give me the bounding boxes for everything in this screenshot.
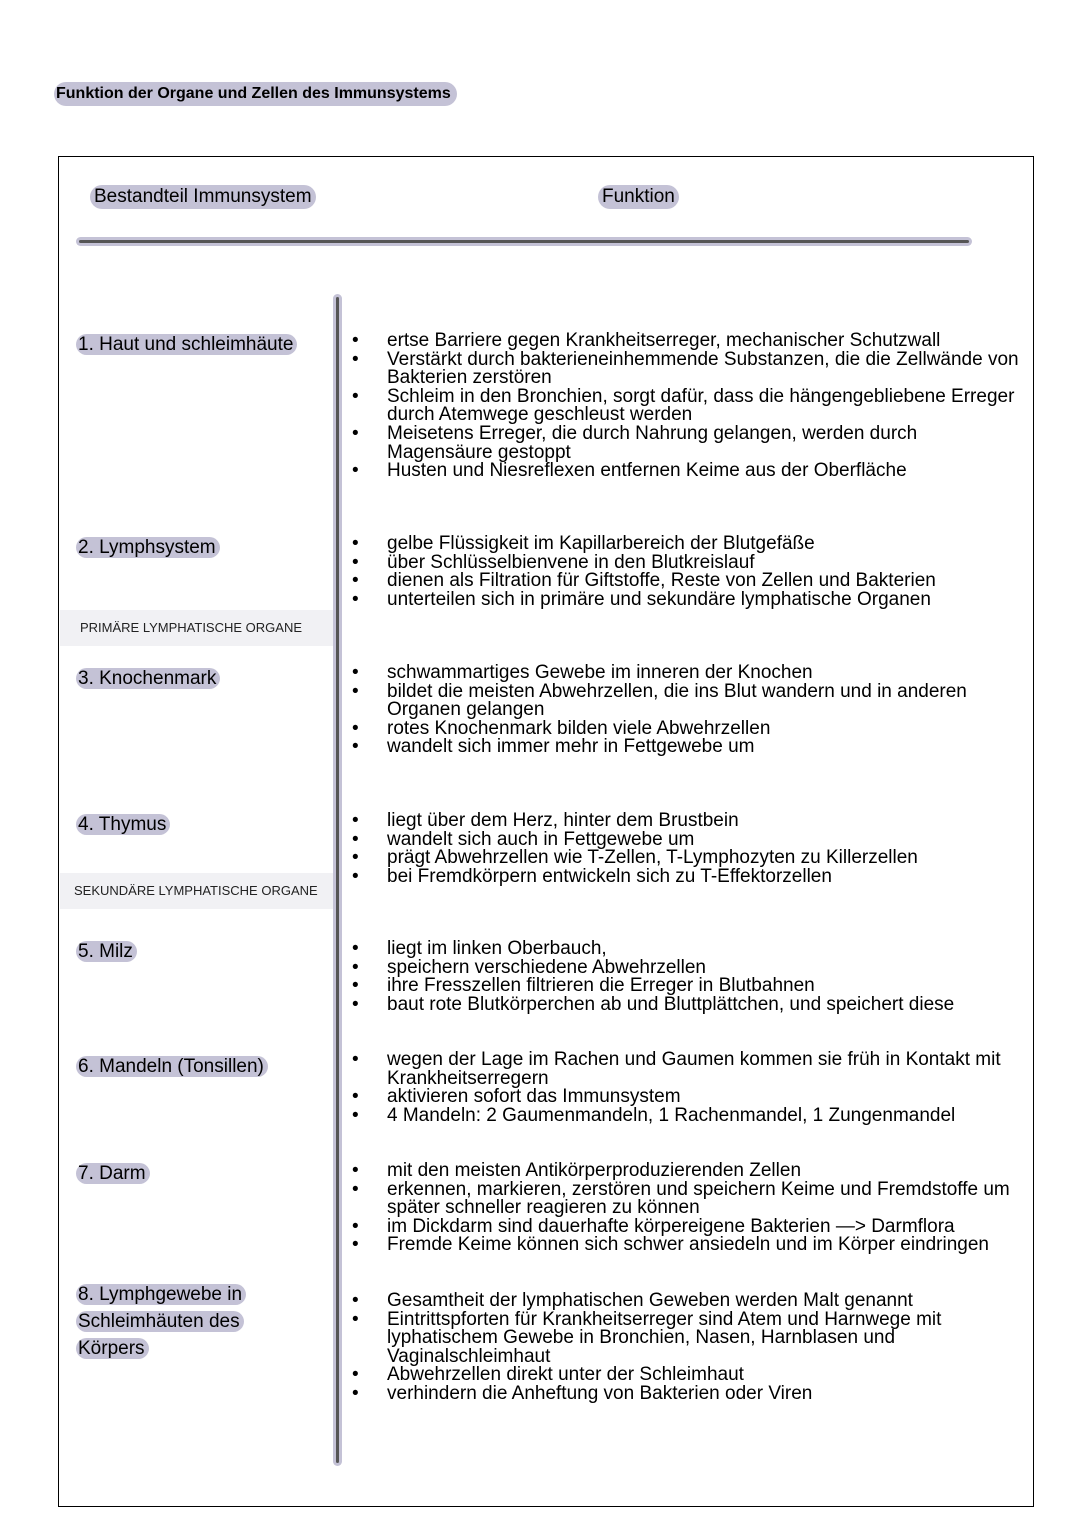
list-item: • über Schlüsselbienvene in den Blutkreislauf <box>352 554 1022 573</box>
list-item: • wandelt sich immer mehr in Fettgewebe um <box>352 738 1022 757</box>
function-list-milz <box>352 940 1022 1014</box>
row-label-thymus: 4. Thymus <box>76 811 326 838</box>
row-label-milz: 5. Milz <box>76 938 326 965</box>
row-label-darm: 7. Darm <box>76 1160 326 1187</box>
list-item: • 4 Mandeln: 2 Gaumenmandeln, 1 Rachenmandel, 1 Zungenmandel <box>352 1107 1022 1126</box>
list-item: • bildet die meisten Abwehrzellen, die ins Blut wandern und in anderen Organen gelangen <box>352 683 1022 720</box>
function-list-knochenmark <box>352 664 1022 757</box>
list-item: • Schleim in den Bronchien, sorgt dafür, dass die hängengebliebene Erreger durch Atemwege geschleust werden <box>352 388 1022 425</box>
list-item: • speichern verschiedene Abwehrzellen <box>352 959 1022 978</box>
row-label-lymphsystem: 2. Lymphsystem <box>76 534 326 561</box>
list-item: • verhindern die Anheftung von Bakterien oder Viren <box>352 1385 1022 1404</box>
list-item: • bei Fremdkörpern entwickeln sich zu T-Effektorzellen <box>352 868 1022 887</box>
list-item: • ertse Barriere gegen Krankheitserreger, mechanischer Schutzwall <box>352 332 1022 351</box>
list-item: • dienen als Filtration für Giftstoffe, Reste von Zellen und Bakterien <box>352 572 1022 591</box>
list-item: • liegt im linken Oberbauch, <box>352 940 1022 959</box>
header-divider <box>76 237 972 246</box>
list-item: • Eintrittspforten für Krankheitserreger sind Atem und Harnwege mit lyphatischem Gewebe in Bronchien, Nasen, Harnblasen und Vaginalschleimhaut <box>352 1311 1022 1367</box>
row-label-lymphgewebe: 8. Lymphgewebe in Schleimhäuten des Körpers <box>76 1281 276 1362</box>
list-item: • gelbe Flüssigkeit im Kapillarbereich der Blutgefäße <box>352 535 1022 554</box>
function-list-darm <box>352 1162 1022 1255</box>
list-item: • Husten und Niesreflexen entfernen Keime aus der Oberfläche <box>352 462 1022 481</box>
band-secondary-lymphatic-organs: SEKUNDÄRE LYMPHATISCHE ORGANE <box>60 873 333 909</box>
list-item: • Fremde Keime können sich schwer ansiedeln und im Körper eindringen <box>352 1236 1022 1255</box>
list-item: • im Dickdarm sind dauerhafte körpereigene Bakterien —> Darmflora <box>352 1218 1022 1237</box>
list-item: • schwammartiges Gewebe im inneren der Knochen <box>352 664 1022 683</box>
list-item: • Meisetens Erreger, die durch Nahrung gelangen, werden durch Magensäure gestoppt <box>352 425 1022 462</box>
column-header-function: Funktion <box>598 185 679 209</box>
row-label-mandeln: 6. Mandeln (Tonsillen) <box>76 1053 326 1080</box>
list-item: • baut rote Blutkörperchen ab und Bluttplättchen, und speichert diese <box>352 996 1022 1015</box>
list-item: • mit den meisten Antikörperproduzierenden Zellen <box>352 1162 1022 1181</box>
list-item: • Gesamtheit der lymphatischen Geweben werden Malt genannt <box>352 1292 1022 1311</box>
list-item: • Abwehrzellen direkt unter der Schleimhaut <box>352 1366 1022 1385</box>
function-list-mandeln <box>352 1051 1022 1125</box>
list-item: • unterteilen sich in primäre und sekundäre lymphatische Organen <box>352 591 1022 610</box>
page-title: Funktion der Organe und Zellen des Immunsystems <box>54 82 457 106</box>
column-header-component: Bestandteil Immunsystem <box>90 185 316 209</box>
list-item: • Verstärkt durch bakterieneinhemmende Substanzen, die die Zellwände von Bakterien zerstören <box>352 351 1022 388</box>
list-item: • ihre Fresszellen filtrieren die Erreger in Blutbahnen <box>352 977 1022 996</box>
function-list-haut <box>352 332 1022 481</box>
list-item: • wegen der Lage im Rachen und Gaumen kommen sie früh in Kontakt mit Krankheitserregern <box>352 1051 1022 1088</box>
list-item: • wandelt sich auch in Fettgewebe um <box>352 831 1022 850</box>
list-item: • aktivieren sofort das Immunsystem <box>352 1088 1022 1107</box>
row-label-haut: 1. Haut und schleimhäute <box>76 331 326 358</box>
list-item: • erkennen, markieren, zerstören und speichern Keime und Fremdstoffe um später schneller reagieren zu können <box>352 1181 1022 1218</box>
function-list-thymus <box>352 812 1022 886</box>
row-label-knochenmark: 3. Knochenmark <box>76 665 326 692</box>
function-list-lymphsystem <box>352 535 1022 609</box>
function-list-lymphgewebe <box>352 1292 1022 1404</box>
band-primary-lymphatic-organs: PRIMÄRE LYMPHATISCHE ORGANE <box>60 610 333 646</box>
list-item: • liegt über dem Herz, hinter dem Brustbein <box>352 812 1022 831</box>
column-divider <box>333 294 342 1466</box>
list-item: • rotes Knochenmark bilden viele Abwehrzellen <box>352 720 1022 739</box>
list-item: • prägt Abwehrzellen wie T-Zellen, T-Lymphozyten zu Killerzellen <box>352 849 1022 868</box>
